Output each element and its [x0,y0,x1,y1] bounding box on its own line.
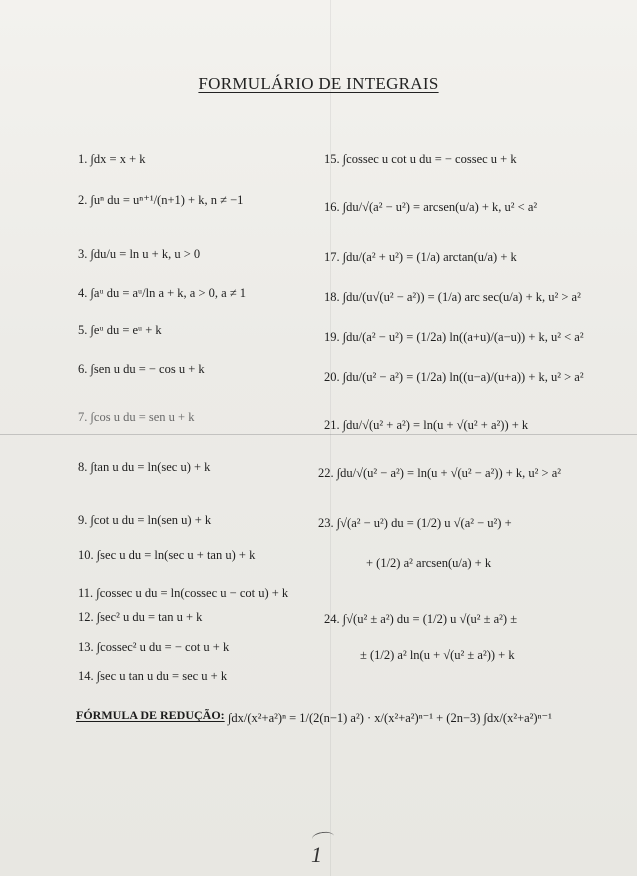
formula-10: 10. ∫sec u du = ln(sec u + tan u) + k [78,548,256,562]
formula-12: 12. ∫sec² u du = tan u + k [78,610,203,624]
formula-11: 11. ∫cossec u du = ln(cossec u − cot u) + k [78,586,289,600]
formula-9: 9. ∫cot u du = ln(sen u) + k [78,513,212,527]
formula-15: 15. ∫cossec u cot u du = − cossec u + k [324,152,517,166]
page-title: FORMULÁRIO DE INTEGRAIS [198,74,439,93]
page-number: 1 [311,842,322,867]
formula-3: 3. ∫du/u = ln u + k, u > 0 [78,247,201,261]
formula-5: 5. ∫eᵘ du = eᵘ + k [78,323,162,337]
fold-crease [0,434,637,435]
formula-2: 2. ∫uⁿ du = uⁿ⁺¹/(n+1) + k, n ≠ −1 [78,193,244,207]
formula-23-line2: + (1/2) a² arcsen(u/a) + k [366,556,492,570]
formula-23-line1: 23. ∫√(a² − u²) du = (1/2) u √(a² − u²) + [318,516,512,530]
formula-14: 14. ∫sec u tan u du = sec u + k [78,669,228,683]
formula-24-line1: 24. ∫√(u² ± a²) du = (1/2) u √(u² ± a²) ± [324,612,518,626]
formula-21: 21. ∫du/√(u² + a²) = ln(u + √(u² + a²)) + k [324,418,529,432]
formula-24-line2: ± (1/2) a² ln(u + √(u² ± a²)) + k [360,648,515,662]
formula-22: 22. ∫du/√(u² − a²) = ln(u + √(u² − a²)) + k, u² > a² [318,466,561,480]
formula-19: 19. ∫du/(a² − u²) = (1/2a) ln((a+u)/(a−u)) + k, u² < a² [324,330,584,344]
formula-16: 16. ∫du/√(a² − u²) = arcsen(u/a) + k, u² < a² [324,200,538,214]
formula-8: 8. ∫tan u du = ln(sec u) + k [78,460,211,474]
formula-13: 13. ∫cossec² u du = − cot u + k [78,640,230,654]
formula-18: 18. ∫du/(u√(u² − a²)) = (1/a) arc sec(u/a) + k, u² > a² [324,290,581,304]
formula-7: 7. ∫cos u du = sen u + k [78,410,195,424]
reduction-formula-label: FÓRMULA DE REDUÇÃO: [76,708,225,722]
fold-crease-vertical [330,0,331,876]
formula-20: 20. ∫du/(u² − a²) = (1/2a) ln((u−a)/(u+a)) + k, u² > a² [324,370,584,384]
reduction-formula-expression: ∫dx/(x²+a²)ⁿ = 1/(2(n−1) a²) · x/(x²+a²)ⁿ⁻¹ + (2n−3) ∫dx/(x²+a²)ⁿ⁻¹ [228,711,552,725]
formula-1: 1. ∫dx = x + k [78,152,146,166]
formula-6: 6. ∫sen u du = − cos u + k [78,362,205,376]
formula-17: 17. ∫du/(a² + u²) = (1/a) arctan(u/a) + k [324,250,517,264]
formula-4: 4. ∫aᵘ du = aᵘ/ln a + k, a > 0, a ≠ 1 [78,286,247,300]
